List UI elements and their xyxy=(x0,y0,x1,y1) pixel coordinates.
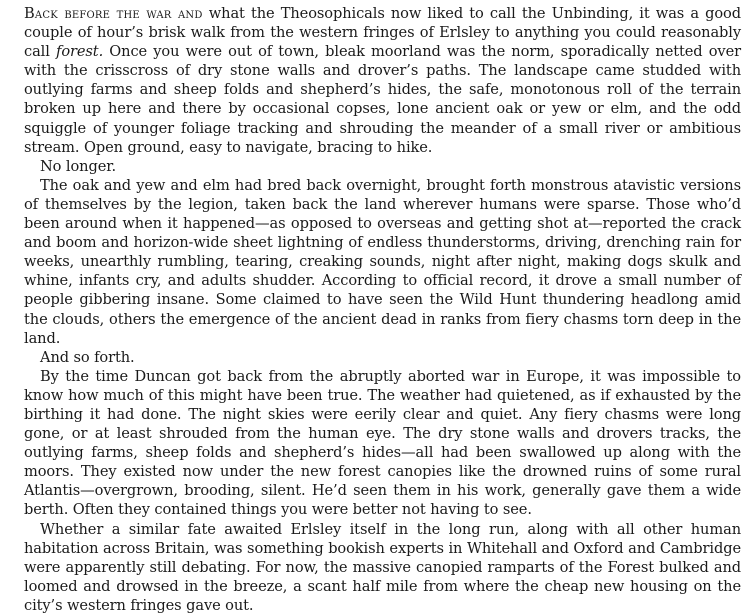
paragraph-5: By the time Duncan got back from the abruptly aborted war in Europe, it was impossible to know how much of this might have been true. The weather had quietened, as if exhausted by the birthing it had done. The night skies were eerily clear and quiet. Any fiery chasms were long gone, or at least shrouded from the human eye. The dry stone walls and drovers tracks, the outlying farms, sheep folds and shepherd’s hides—all had been swallowed up along with the moors. They existed now under the new forest canopies like the drowned ruins of some rural Atlantis—overgrown, brooding, silent. He’d seen them in his work, generally gave them a wide berth. Often they contained things you were better not having to see. xyxy=(24,367,741,519)
paragraph-6: Whether a similar fate awaited Erlsley itself in the long run, along with all other human habitation across Britain, was something bookish experts in Whitehall and Oxford and Cambridge were apparently still debating. For now, the massive canopied ramparts of the Forest bulked and loomed and drowsed in the breeze, a scant half mile from where the cheap new housing on the city’s western fringes gave out. xyxy=(24,520,741,614)
paragraph-2: No longer. xyxy=(40,157,117,175)
paragraph-1 xyxy=(24,4,741,157)
paragraph-3: The oak and yew and elm had bred back overnight, brought forth monstrous atavistic versions of themselves by the legion, taken back the land wherever humans were sparse. Those who’d been around when it happened—as opposed to overseas and getting shot at—reported the crack and boom and horizon-wide sheet lightning of endless thunderstorms, driving, drenching rain for weeks, unearthly rumbling, tearing, creaking sounds, night after night, making dogs skulk and whine, infants cry, and adults shudder. According to official record, it drove a small number of people gibbering insane. Some claimed to have seen the Wild Hunt thundering headlong amid the clouds, others the emergence of the ancient dead in ranks from fiery chasms torn deep in the land. xyxy=(24,176,741,347)
paragraph-4: And so forth. xyxy=(40,348,135,366)
opening-small-caps: Back before the war and xyxy=(24,5,203,22)
paragraph-1-text-b: Once you were out of town, bleak moorland was the norm, sporadically netted over with the crisscross of dry stone walls and drover’s paths. The landscape came studded with outlying farms and sheep folds and shepherd’s hides, the safe, monotonous roll of the terrain broken up here and there by occasional copses, lone ancient oak or yew or elm, and the odd squiggle of younger foliage tracking and shrouding the meander of a small river or ambitious stream. Open ground, easy to navigate, bracing to hike. xyxy=(24,43,741,156)
emphasis-forest: forest. xyxy=(56,43,104,61)
paragraph-1-text-a: what the Theosophicals now liked to call the Unbinding, it was a good couple of hour’s brisk walk from the western fringes of Erlsley to anything you could reasonably call xyxy=(24,5,741,61)
